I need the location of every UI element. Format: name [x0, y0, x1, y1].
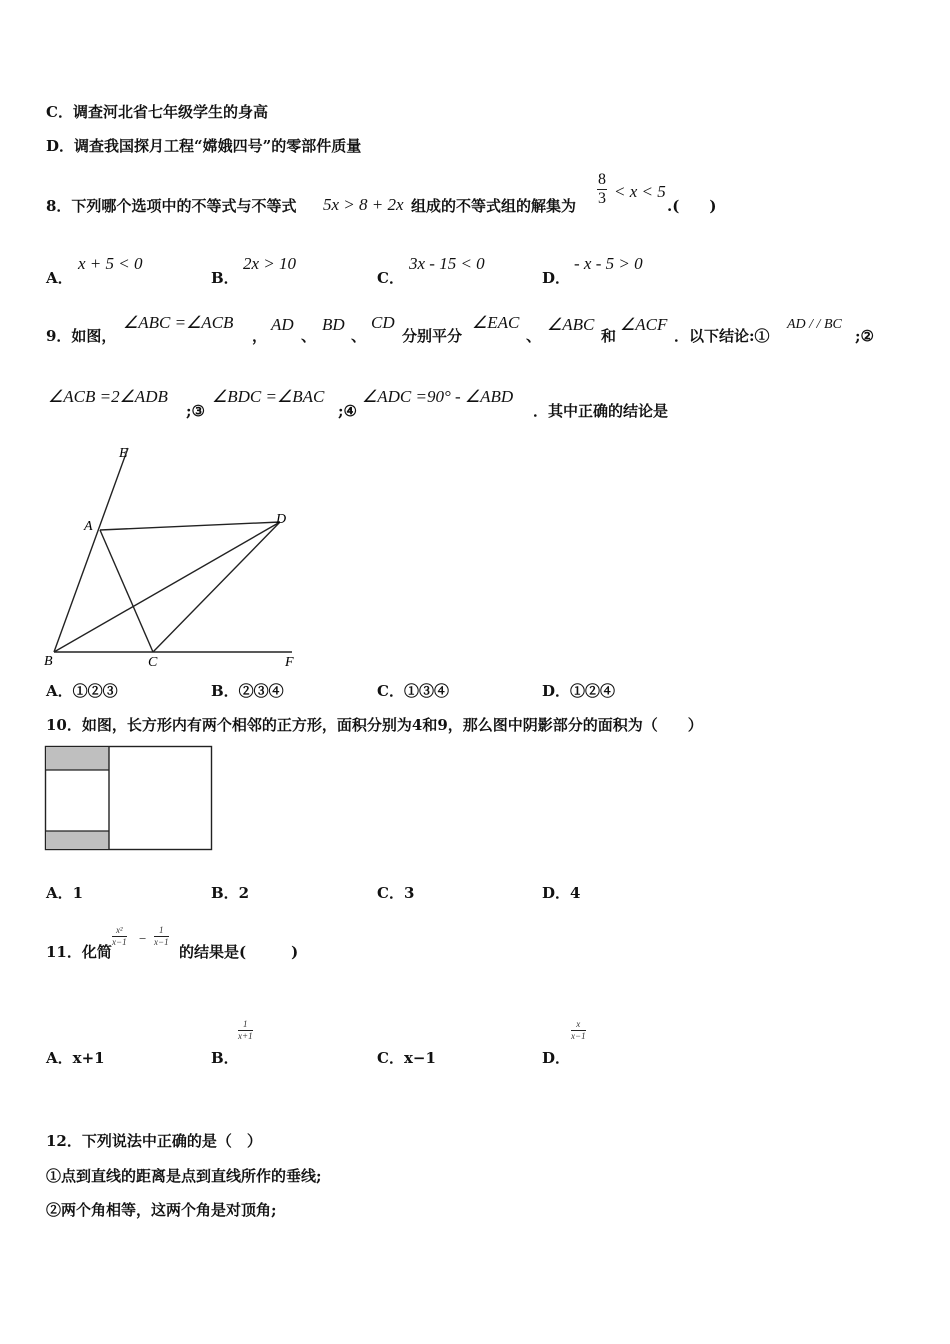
q12-statement-2: ②两个角相等，这两个角是对顶角;: [46, 1201, 277, 1219]
q8-stem-b: 组成的不等式组的解集为: [411, 197, 577, 215]
shaded-region-bottom: [46, 831, 109, 849]
q9-ad: AD: [271, 315, 294, 334]
q9-geometry-figure: [40, 438, 310, 673]
q8-opt-d-label[interactable]: D．: [542, 269, 571, 287]
q9-ad-parallel-bc: AD / / BC: [787, 317, 842, 332]
q8-opt-c-label[interactable]: C．: [377, 269, 404, 287]
q11-ob-num: 1: [238, 1020, 253, 1031]
q11-minus: −: [139, 931, 147, 946]
q11-ob-den: x+1: [238, 1031, 253, 1041]
q11-post: 的结果是( ): [179, 943, 299, 961]
q8-opt-a-label[interactable]: A．: [46, 269, 73, 287]
q10-stem: 10．如图，长方形内有两个相邻的正方形，面积分别为4和9，那么图中阴影部分的面积为（ ）: [46, 716, 703, 734]
q9-sep1: 、: [301, 327, 317, 345]
q8-opt-b-expr: 2x > 10: [243, 254, 297, 273]
q11-od-num: x: [571, 1020, 586, 1031]
label-b: B: [44, 654, 53, 669]
q11-opt-b-frac: [238, 1020, 253, 1041]
q11-frac1-num: x²: [112, 926, 127, 937]
q9-opt-a[interactable]: A．①②③: [46, 682, 118, 700]
q8-bracket: .( ): [667, 197, 717, 215]
q7-option-c: C．调查河北省七年级学生的身高: [46, 103, 268, 121]
q8-frac-num: 8: [598, 171, 606, 188]
q8-inequality: 5x > 8 + 2x: [323, 195, 404, 214]
q8-opt-d-expr: - x - 5 > 0: [574, 254, 643, 273]
q7-option-d: D．调查我国探月工程“嫦娥四号”的零部件质量: [46, 137, 362, 155]
q11-od-den: x−1: [571, 1031, 586, 1041]
q11-frac2-num: 1: [154, 926, 169, 937]
q11-frac1: [112, 926, 127, 947]
line-a-d: [100, 522, 280, 530]
q11-frac2-den: x−1: [154, 937, 169, 947]
q9-abc: ∠ABC: [547, 315, 595, 334]
label-c: C: [148, 655, 158, 670]
q9-bd: BD: [322, 315, 345, 334]
q9-and: 和: [601, 327, 617, 345]
q9-comma: ，: [252, 327, 268, 345]
label-a: A: [84, 519, 93, 534]
q11-opt-c[interactable]: C．x−1: [377, 1049, 436, 1067]
q9-prefix: 9．如图，: [46, 327, 117, 345]
q9-opt-b[interactable]: B．②③④: [211, 682, 284, 700]
q9-opt-d[interactable]: D．①②④: [542, 682, 616, 700]
q9-eq1: ∠ABC =∠ACB: [123, 313, 234, 332]
q9-result4: ∠ADC =90° - ∠ABD: [362, 387, 514, 406]
q12-stem: 12．下列说法中正确的是（ ）: [46, 1132, 262, 1150]
line-c-d: [153, 522, 280, 652]
line-b-e: [54, 448, 128, 652]
q11-opt-b[interactable]: B．: [211, 1049, 239, 1067]
line-b-d: [54, 522, 280, 652]
q11-opt-d[interactable]: D．: [542, 1049, 571, 1067]
q9-mark4: ;④: [338, 402, 357, 420]
q10-opt-c[interactable]: C．3: [377, 884, 415, 902]
q9-opt-c[interactable]: C．①③④: [377, 682, 449, 700]
q11-frac1-den: x−1: [112, 937, 127, 947]
label-f: F: [285, 655, 294, 670]
q8-opt-a-expr: x + 5 < 0: [78, 254, 143, 273]
q11-prefix: 11．化简: [46, 943, 112, 961]
q12-statement-1: ①点到直线的距离是点到直线所作的垂线;: [46, 1167, 322, 1185]
q9-eac: ∠EAC: [472, 313, 520, 332]
shaded-region-top: [46, 747, 109, 770]
q11-frac2: [154, 926, 169, 947]
q11-opt-d-frac: [571, 1020, 586, 1041]
q9-result2: ∠ACB =2∠ADB: [48, 387, 168, 406]
q10-opt-d[interactable]: D．4: [542, 884, 581, 902]
q8-opt-c-expr: 3x - 15 < 0: [409, 254, 485, 273]
q10-opt-a[interactable]: A．1: [46, 884, 84, 902]
label-e: E: [119, 446, 128, 461]
q8-opt-b-label[interactable]: B．: [211, 269, 239, 287]
q9-bisect-text: 分别平分: [402, 327, 463, 345]
q9-result3: ∠BDC =∠BAC: [212, 387, 325, 406]
q10-rectangle-figure: [44, 745, 214, 853]
q8-stem: 8．下列哪个选项中的不等式与不等式: [46, 197, 297, 215]
q8-solution-tail: < x < 5: [614, 182, 666, 201]
q9-mark2: ;②: [855, 327, 874, 345]
q9-acf: ∠ACF: [620, 315, 668, 334]
q10-opt-b[interactable]: B．2: [211, 884, 250, 902]
q11-opt-a[interactable]: A．x+1: [46, 1049, 105, 1067]
label-d: D: [276, 512, 287, 527]
q9-conclusions: ．以下结论:①: [674, 327, 770, 345]
q9-sep2: 、: [351, 327, 367, 345]
q8-frac-den: 3: [598, 190, 606, 207]
q8-fraction: [597, 172, 607, 207]
q9-mark3: ;③: [186, 402, 205, 420]
line-a-c: [100, 530, 153, 652]
q9-ask: ．其中正确的结论是: [533, 402, 669, 420]
q9-sep3: 、: [526, 327, 542, 345]
q9-cd: CD: [371, 313, 395, 332]
